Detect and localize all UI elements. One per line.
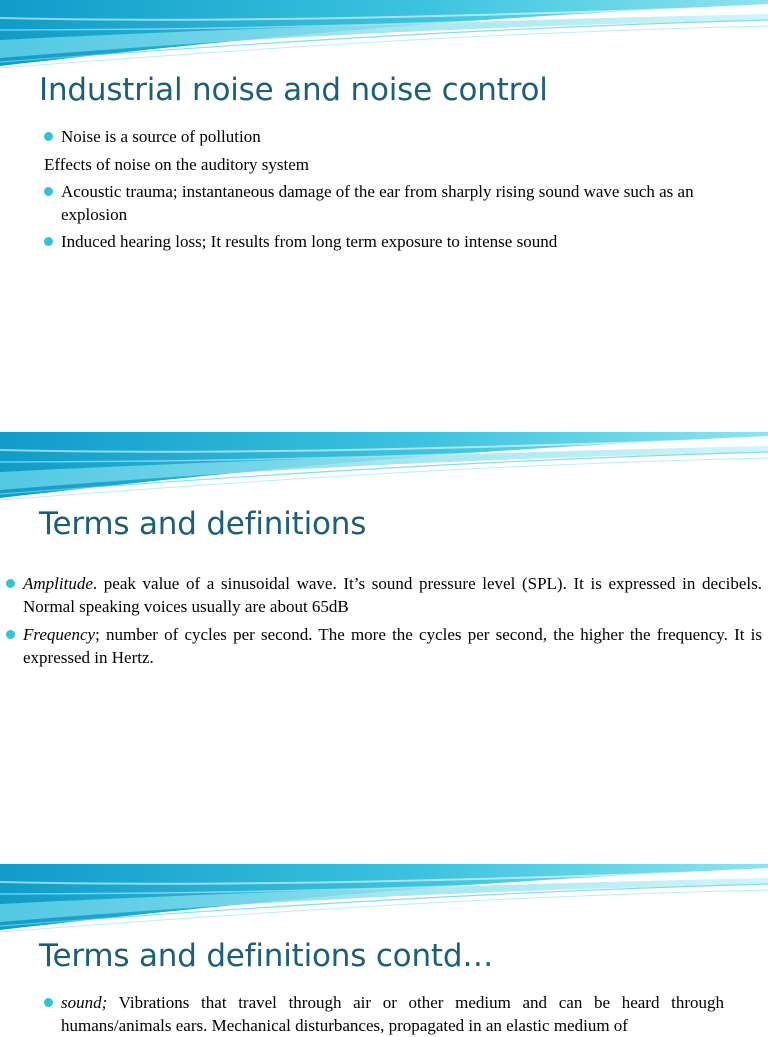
list-item-text: Effects of noise on the auditory system <box>44 155 310 174</box>
list-item-text: Acoustic trauma; instantaneous damage of the ear from sharply rising sound wave such as an explosion <box>61 182 694 224</box>
slide-title: Industrial noise and noise control <box>39 72 548 108</box>
bullet-list <box>6 572 762 669</box>
list-item-amplitude <box>6 572 762 618</box>
list-item <box>44 125 704 148</box>
term-definition: ; number of cycles per second. The more the cycles per second, the higher the frequency. It is expressed in Hertz. <box>23 625 762 667</box>
bullet-list <box>44 125 704 253</box>
list-item <box>44 180 704 226</box>
decorative-swoosh-banner <box>0 864 768 936</box>
slide-title: Terms and definitions contd… <box>39 938 494 974</box>
list-item-sound <box>44 991 724 1037</box>
list-item-text: Noise is a source of pollution <box>61 127 261 146</box>
term-definition: . peak value of a sinusoidal wave. It’s sound pressure level (SPL). It is expressed in decibels. Normal speaking voices usually are about 65dB <box>23 574 762 616</box>
slide-title: Terms and definitions <box>39 506 367 542</box>
decorative-swoosh-banner <box>0 432 768 504</box>
list-item-text: Induced hearing loss; It results from long term exposure to intense sound <box>61 232 558 251</box>
slide-terms-definitions <box>0 432 768 864</box>
bullet-list <box>44 991 724 1037</box>
term-label: Frequency <box>23 625 96 644</box>
slide-terms-definitions-contd <box>0 864 768 1035</box>
term-label: sound; <box>61 993 108 1012</box>
list-item <box>44 230 704 253</box>
list-subheading <box>44 153 704 176</box>
term-label: Amplitude <box>23 574 93 593</box>
list-item-frequency <box>6 623 762 669</box>
slide-industrial-noise <box>0 0 768 432</box>
decorative-swoosh-banner <box>0 0 768 72</box>
term-definition: Vibrations that travel through air or other medium and can be heard through humans/animals ears. Mechanical disturbances, propagated in an elastic medium of <box>61 993 724 1035</box>
